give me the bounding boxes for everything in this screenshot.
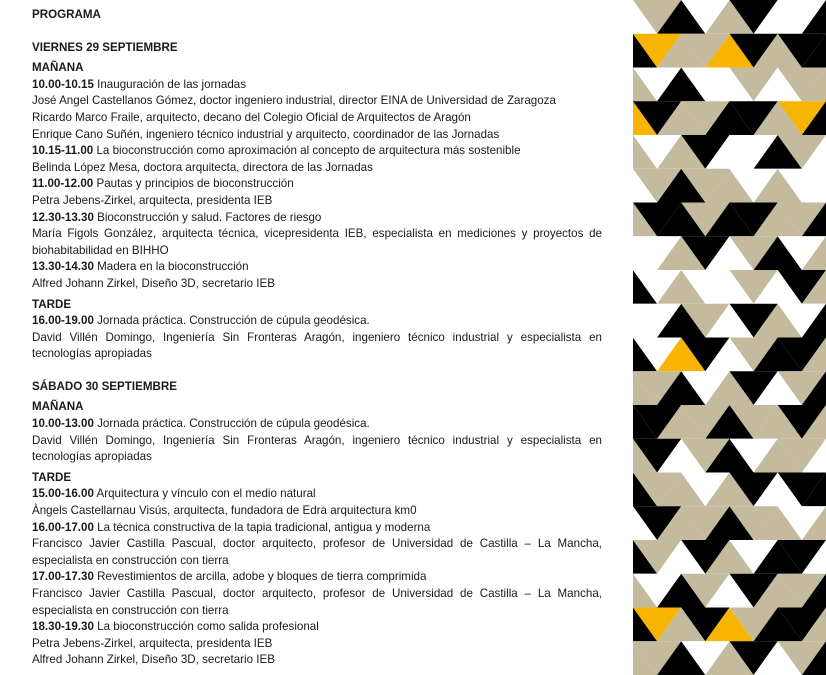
session-heading-afternoon: TARDE bbox=[32, 297, 72, 311]
speaker-line: David Villén Domingo, Ingeniería Sin Fronteras Aragón, ingeniero técnico industrial y especialista en tecnologías apropiadas bbox=[32, 433, 602, 464]
program-title: PROGRAMA bbox=[32, 8, 101, 21]
speaker-line: Alfred Johann Zirkel, Diseño 3D, secretario IEB bbox=[32, 276, 275, 290]
talk-time: 12.30-13.30 bbox=[32, 210, 94, 224]
decorative-triangle-pattern bbox=[633, 0, 826, 675]
talk-title: Jornada práctica. Construcción de cúpula geodésica. bbox=[97, 314, 370, 328]
talk-title: Pautas y principios de bioconstrucción bbox=[96, 177, 294, 191]
session-heading-afternoon: TARDE bbox=[32, 470, 72, 484]
talk-time: 13.30-14.30 bbox=[32, 260, 94, 274]
speaker-line: Francisco Javier Castilla Pascual, doctor arquitecto, profesor de Universidad de Castilla – La Mancha, especialista en construcción con tierra bbox=[32, 587, 602, 617]
talk-time: 15.00-16.00 bbox=[32, 487, 94, 501]
talk-time: 16.00-17.00 bbox=[32, 520, 94, 534]
talk-title: Arquitectura y vínculo con el medio natural bbox=[96, 487, 316, 501]
talk-time-title bbox=[32, 313, 602, 330]
speaker-line: Àngels Castellarnau Visús, arquitecta, fundadora de Edra arquitectura km0 bbox=[32, 504, 417, 518]
talk-title: Bioconstrucción y salud. Factores de riesgo bbox=[97, 210, 322, 224]
talk-title: Madera en la bioconstrucción bbox=[97, 260, 249, 274]
talk-title: La técnica constructiva de la tapia tradicional, antigua y moderna bbox=[97, 520, 431, 534]
talk-time-title bbox=[32, 569, 602, 586]
speaker-line: José Angel Castellanos Gómez, doctor ingeniero industrial, director EINA de Universidad de Zaragoza bbox=[32, 94, 556, 108]
talk-time: 17.00-17.30 bbox=[32, 570, 94, 584]
talk-time-title bbox=[32, 77, 602, 94]
speaker-line: David Villén Domingo, Ingeniería Sin Fronteras Aragón, ingeniero técnico industrial y especialista en tecnologías apropiadas bbox=[32, 330, 602, 361]
speaker-line: María Figols González, arquitecta técnica, vicepresidenta IEB, especialista en mediciones y proyectos de biohabitabilidad en BIHHO bbox=[32, 227, 602, 257]
speaker-line: Alfred Johann Zirkel, Diseño 3D, secretario IEB bbox=[32, 653, 275, 667]
day-heading-friday: VIERNES 29 SEPTIEMBRE bbox=[32, 40, 178, 54]
day-heading-saturday: SÁBADO 30 SEPTIEMBRE bbox=[32, 379, 177, 393]
session-heading-morning: MAÑANA bbox=[32, 61, 84, 75]
talk-title: Revestimientos de arcilla, adobe y bloques de tierra comprimida bbox=[97, 570, 427, 584]
speaker-line: Belinda López Mesa, doctora arquitecta, directora de las Jornadas bbox=[32, 160, 373, 174]
talk-time: 10.00-13.00 bbox=[32, 417, 94, 431]
program-document bbox=[32, 7, 602, 669]
talk-time: 11.00-12.00 bbox=[32, 177, 94, 191]
talk-time: 18.30-19.30 bbox=[32, 620, 94, 634]
speaker-line: Petra Jebens-Zirkel, arquitecta, presidenta IEB bbox=[32, 636, 273, 650]
talk-title: Inauguración de las jornadas bbox=[97, 77, 247, 91]
talk-title: La bioconstrucción como aproximación al concepto de arquitectura más sostenible bbox=[96, 144, 521, 158]
talk-time-title bbox=[32, 520, 602, 537]
speaker-line: Petra Jebens-Zirkel, arquitecta, presidenta IEB bbox=[32, 193, 273, 207]
speaker-line: Francisco Javier Castilla Pascual, doctor arquitecto, profesor de Universidad de Castilla – La Mancha, especialista en construcción con tierra bbox=[32, 537, 602, 567]
talk-time-title bbox=[32, 143, 602, 160]
talk-title: Jornada práctica. Construcción de cúpula geodésica. bbox=[97, 417, 370, 431]
talk-time-title bbox=[32, 486, 602, 503]
speaker-line: Ricardo Marco Fraile, arquitecto, decano del Colegio Oficial de Arquitectos de Aragón bbox=[32, 110, 471, 124]
talk-title: La bioconstrucción como salida profesional bbox=[97, 620, 319, 634]
session-heading-morning: MAÑANA bbox=[32, 400, 84, 414]
talk-time-title bbox=[32, 416, 602, 433]
talk-time-title bbox=[32, 259, 602, 276]
speaker-line: Enrique Cano Suñén, ingeniero técnico industrial y arquitecto, coordinador de las Jornadas bbox=[32, 127, 500, 141]
talk-time: 16.00-19.00 bbox=[32, 314, 94, 328]
talk-time: 10.00-10.15 bbox=[32, 77, 94, 91]
talk-time: 10.15-11.00 bbox=[32, 144, 94, 158]
talk-time-title bbox=[32, 619, 602, 636]
talk-time-title bbox=[32, 176, 602, 193]
talk-time-title bbox=[32, 210, 602, 227]
